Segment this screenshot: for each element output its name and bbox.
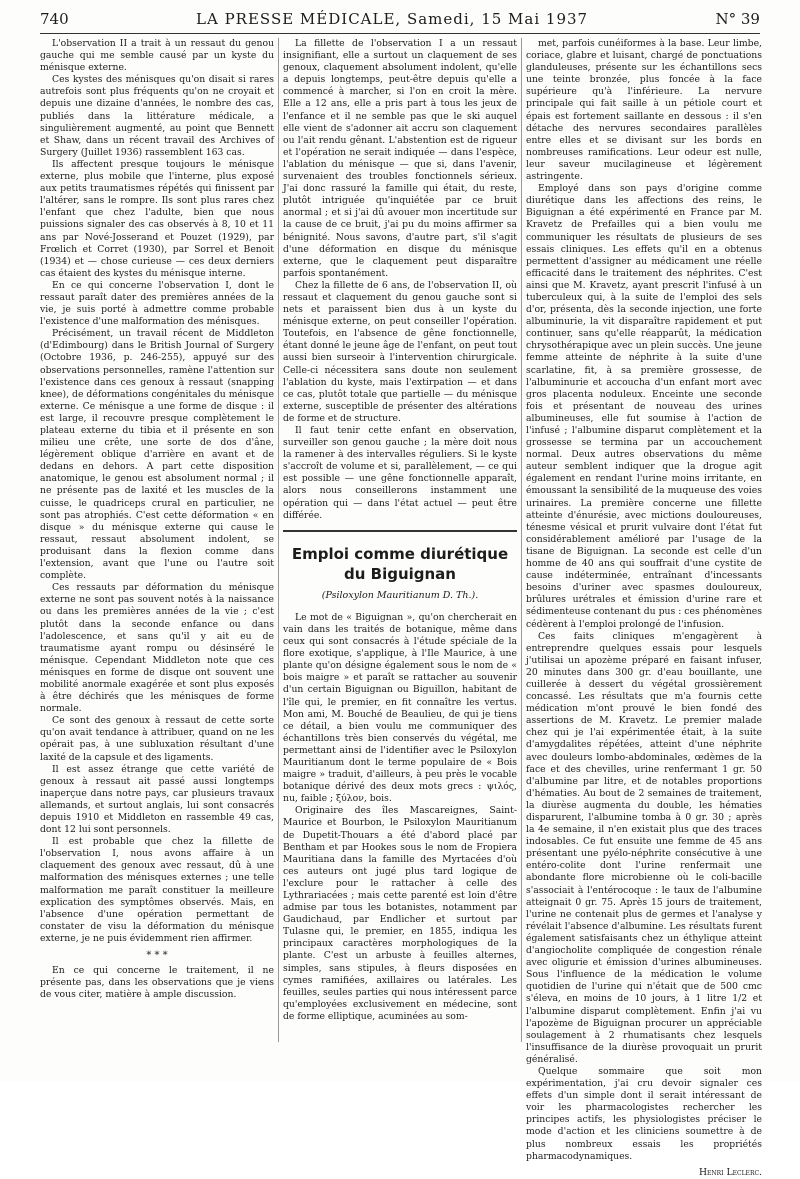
paragraph: L'observation II a trait à un ressaut du genou gauche qui me semble causé par un kyste du ménisque externe.	[40, 38, 274, 74]
column-middle	[283, 38, 517, 1048]
article-header	[283, 530, 517, 602]
paragraph: Précisément, un travail récent de Middleton (d'Edimbourg) dans le British Journal of Surgery (Octobre 1936, p. 246-255), appuyé sur des observations personnelles, ramène l'attention sur l'existence dans ces genoux à ressaut (snapping knee), de déformations congénitales du ménisque externe. Ce ménisque a une forme de disque : il est large, il recouvre presque complètement le plateau externe du tibia et il présente en son milieu une crête, une sorte de dos d'âne, légèrement oblique d'arrière en avant et de dedans en dehors. A part cette disposition anatomique, le genou est absolument normal ; il ne présente pas de laxité et les muscles de la cuisse, le quadriceps crural en particulier, ne sont pas atrophiés. C'est cette déformation « en disque » du ménisque externe qui cause le ressaut, ressaut absolument indolent, se produisant dans la flexion comme dans l'extension, avant que l'une ou l'autre soit complète.	[40, 328, 274, 582]
paragraph: Ces kystes des ménisques qu'on disait si rares autrefois sont plus fréquents qu'on ne croyait et depuis une dizaine d'années, le nombre des cas, publiés dans la littérature médicale, a singulièrement augmenté, au point que Bennett et Shaw, dans un récent travail des Archives of Surgery (Juillet 1936) rassemblent 163 cas.	[40, 74, 274, 158]
paragraph: Employé dans son pays d'origine comme diurétique dans les affections des reins, le Biguignan a été expérimenté en France par M. Kravetz de Prefailles qui a bien voulu me communiquer les résultats de plusieurs de ses essais cliniques. Les effets qu'il en a obtenus permettent d'assigner au médicament une réelle efficacité dans le traitement des néphrites. C'est ainsi que M. Kravetz, ayant prescrit l'infusé à un tuberculeux qui, à la suite de l'emploi des sels d'or, présenta, dès la seconde injection, une forte albuminurie, la vit disparaître rapidement et put continuer, sans qu'elle réapparût, la médication chrysothérapique avec un plein succès. Une jeune femme atteinte de néphrite à la suite d'une scarlatine, fit, à sa première grossesse, de l'albuminurie et accoucha d'un enfant mort avec gros placenta noduleux. Enceinte une seconde fois et présentant de nouveau des urines albumineuses, elle fut soumise à l'action de l'infusé ; l'albumine disparut complètement et la grossesse se termina par un accouchement normal. Deux autres observations du même auteur semblent indiquer que la drogue agit également en rendant l'urine moins irritante, en émoussant la sensibilité de la muqueuse des voies urinaires. La première concerne une fillette atteinte d'énurésie, avec mictions douloureuses, ténesme vésical et prurit vulvaire dont l'état fut considérablement amélioré par l'usage de la tisane de Biguignan. La seconde est celle d'un homme de 40 ans qui souffrait d'une cystite de cause indéterminée, entraînant d'incessants besoins d'uriner avec spasmes douloureux, brûlures urétrales et émission d'urine rare et sédimenteuse contenant du pus : ces phénomènes cédèrent à l'emploi prolongé de l'infusion.	[526, 183, 762, 630]
column-right	[526, 38, 762, 1178]
page-header	[40, 6, 760, 32]
paragraph: Il faut tenir cette enfant en observation, surveiller son genou gauche ; la mère doit nous la ramener à des intervalles réguliers. Si le kyste s'accroît de volume et si, parallèlement, — ce qui est possible — une gêne fonctionnelle apparaît, alors nous conseillerons instamment une opération qui — dans l'état actuel — peut être différée.	[283, 425, 517, 521]
paragraph: met, parfois cunéiformes à la base. Leur limbe, coriace, glabre et luisant, chargé de ponctuations glanduleuses, présente sur les échantillons secs une teinte bronzée, plus foncée à la face supérieure qu'à l'inférieure. La nervure principale qui fait saille à un pétiole court et épais est fortement saillante en dessous : il s'en détache des nervures secondaires parallèles entre elles et se divisant sur les bords en nombreuses ramifications. Leur odeur est nulle, leur saveur mucilagineuse et légèrement astringente.	[526, 38, 762, 183]
paragraph: Quelque sommaire que soit mon expérimentation, j'ai cru devoir signaler ces effets d'un simple dont il serait intéressant de voir les pharmacologistes rechercher les principes actifs, les physiologistes préciser le mode d'action et les cliniciens soumettre à de plus nombreux essais les propriétés pharmacodynamiques.	[526, 1065, 762, 1162]
paragraph: Chez la fillette de 6 ans, de l'observation II, où ressaut et claquement du genou gauche sont si nets et paraissent bien dus à un kyste du ménisque externe, on peut conseiller l'opération. Toutefois, en l'absence de gêne fonctionnelle, étant donné le jeune âge de l'enfant, on peut tout aussi bien surseoir à l'intervention chirurgicale. Celle-ci nécessitera sans doute non seulement l'ablation du kyste, mais l'extirpation — et dans ce cas, plutôt totale que partielle — du ménisque externe, susceptible de présenter des altérations de forme et de structure.	[283, 279, 517, 424]
column-divider	[521, 38, 522, 1042]
page-number: 740	[40, 10, 69, 28]
paragraph: En ce qui concerne l'observation I, dont le ressaut paraît dater des premières années de la vie, je suis porté à admettre comme probable l'existence d'une malformation des ménisques.	[40, 279, 274, 328]
paragraph: Ils affectent presque toujours le ménisque externe, plus mobile que l'interne, plus exposé aux petits traumatismes répétés qui finissent par l'altérer, sans le rompre. Ils sont plus rares chez l'enfant que chez l'adulte, bien que nous puissions signaler des cas observés à 8, 10 et 11 ans par Nové-Josserand et Pouzet (1929), par Frœlich et Corret (1930), par Sorrel et Benoit (1934) et — chose curieuse — ces deux derniers cas étaient des kystes du ménisque interne.	[40, 158, 274, 279]
paragraph: Ce sont des genoux à ressaut de cette sorte qu'on avait tendance à attribuer, quand on ne les opérait pas, à une subluxation résultant d'une laxité de la capsule et des ligaments.	[40, 715, 274, 763]
author-signature: Henri Leclerc.	[698, 1166, 762, 1178]
section-separator: * * *	[146, 950, 168, 962]
article-title: Emploi comme diurétique du Biguignan	[291, 544, 509, 583]
header-rule	[40, 33, 760, 34]
paragraph: La fillette de l'observation I a un ressaut insignifiant, elle a surtout un claquement de ses genoux, claquement absolument indolent, qu'elle a depuis longtemps, peut-être depuis qu'elle a commencé à marcher, si l'on en croit la mère. Elle a 12 ans, elle a pris part à tous les jeux de l'enfance et il ne semble pas que le ski auquel elle vient de s'adonner ait accru son claquement ou l'ait rendu gênant. L'abstention est de rigueur et l'opération ne serait indiquée — dans l'espèce, l'ablation du ménisque — que si, dans l'avenir, survenaient des troubles fonctionnels sérieux. J'ai donc rassuré la famille qui était, du reste, plutôt intriguée qu'inquiétée par ce bruit anormal ; et si j'ai dû avouer mon incertitude sur la cause de ce bruit, j'ai pu du moins affirmer sa bénignité. Nous savons, d'autre part, s'il s'agit d'une déformation en disque du ménisque externe, que le claquement peut disparaître parfois spontanément.	[283, 38, 517, 279]
article-subtitle: (Psiloxylon Mauritianum D. Th.).	[321, 589, 479, 601]
paragraph: Ces ressauts par déformation du ménisque externe ne sont pas souvent notés à la naissance ou dans les premières années de la vie ; c'est plutôt dans la seconde enfance ou dans l'adolescence, et sans qu'il y ait eu de traumatisme ayant rompu ou désinséré le ménisque. Cependant Middleton note que ces ménisques en forme de disque ont souvent une mobilité anormale exagérée et sont plus exposés à être déchirés que les ménisques de forme normale.	[40, 582, 274, 715]
paragraph: Originaire des îles Mascareignes, Saint-Maurice et Bourbon, le Psiloxylon Mauritianum de Dupetit-Thouars a été d'abord placé par Bentham et par Hookes sous le nom de Fropiera Mauritiana dans la famille des Myrtacées d'où ces auteurs ont jugé plus tard logique de l'exclure pour le rattacher à celle des Lythrariacées ; mais cette parenté est loin d'être admise par tous les botanistes, notamment par Gaudichaud, par Endlicher et surtout par Tulasne qui, le premier, en 1855, indiqua les principaux caractères morphologiques de la plante. C'est un arbuste à feuilles alternes, simples, sans stipules, à fleurs disposées en cymes ramifiées, axillaires ou latérales. Les feuilles, seules parties qui nous intéressent parce qu'employées exclusivement en médecine, sont de forme elliptique, acuminées au som-	[283, 805, 517, 1022]
paragraph: Il est probable que chez la fillette de l'observation I, nous avons affaire à un claquement des genoux avec ressaut, dû à une malformation des ménisques externes ; une telle malformation me paraît constituer la meilleure explication des symptômes observés. Mais, en l'absence d'une opération permettant de constater de visu la déformation du ménisque externe, je ne puis évidemment rien affirmer.	[40, 836, 274, 944]
paragraph: En ce qui concerne le traitement, il ne présente pas, dans les observations que je viens de vous citer, matière à ample discussion.	[40, 965, 274, 1001]
column-divider	[278, 38, 279, 1042]
paragraph: Ces faits cliniques m'engagèrent à entreprendre quelques essais pour lesquels j'utilisai un apozème préparé en faisant infuser, 20 minutes dans 300 gr. d'eau bouillante, une cuillerée à dessert du végétal grossièrement concassé. Les résultats que m'a fournis cette médication m'ont prouvé le bien fondé des assertions de M. Kravetz. Le premier malade chez qui je l'ai expérimentée était, à la suite d'amygdalites répétées, atteint d'une néphrite avec douleurs lombo-abdominales, œdèmes de la face et des chevilles, urine renfermant 1 gr. 50 d'albumine par litre, et de notables proportions d'hématies. Au bout de 2 semaines de traitement, la diurèse augmenta du double, les hématies disparurent, l'albumine tomba à 0 gr. 30 ; après la 4e semaine, il n'en existait plus que des traces indosables. Ce fut ensuite une femme de 45 ans présentant une pyélo-néphrite consécutive à une entéro-colite dont l'urine renfermait une abondante flore microbienne où le coli-bacille s'associait à l'entérocoque : le taux de l'albumine atteignait 0 gr. 75. Après 15 jours de traitement, l'urine ne contenait plus de germes et l'analyse y révélait l'absence d'albumine. Les résultats furent également satisfaisants chez un éthylique atteint d'angiocholite compliquée de congestion rénale avec oligurie et émission d'urines albumineuses. Sous l'influence de la médication le volume quotidien de l'urine qui n'était que de 500 cmc s'éleva, en moins de 10 jours, à 1 litre 1/2 et l'albumine disparut complètement. Enfin j'ai vu l'apozème de Biguignan procurer un appréciable soulagement à 2 rhumatisants chez lesquels l'insuffisance de la diurèse provoquait un prurit généralisé.	[526, 630, 762, 1065]
issue-number: N° 39	[715, 10, 760, 28]
column-left	[40, 38, 274, 1048]
paragraph: Le mot de « Biguignan », qu'on chercherait en vain dans les traités de botanique, même dans ceux qui sont consacrés à l'étude spéciale de la flore exotique, s'applique, à l'Ile Maurice, à une plante qu'on désigne également sous le nom de « bois maigre » et paraît se rattacher au souvenir d'un certain Biguignan ou Biguillon, habitant de l'île qui, le premier, en fit connaître les vertus. Mon ami, M. Bouché de Beaulieu, de qui je tiens ce détail, a bien voulu me communiquer des échantillons très bien conservés du végétal, me permettant ainsi de l'identifier avec le Psiloxylon Mauritianum dont le terme populaire de « Bois maigre » traduit, d'ailleurs, à peu près le vocable botanique dérivé des deux mots grecs : ψιλός, nu, faible ; ξύλον, bois.	[283, 611, 517, 805]
paragraph: Il est assez étrange que cette variété de genoux à ressaut ait passé aussi longtemps inaperçue dans notre pays, car plusieurs travaux allemands, et surtout anglais, lui sont consacrés depuis 1910 et Middleton en rassemble 49 cas, dont 12 lui sont personnels.	[40, 763, 274, 836]
journal-title: LA PRESSE MÉDICALE, Samedi, 15 Mai 1937	[196, 10, 589, 28]
